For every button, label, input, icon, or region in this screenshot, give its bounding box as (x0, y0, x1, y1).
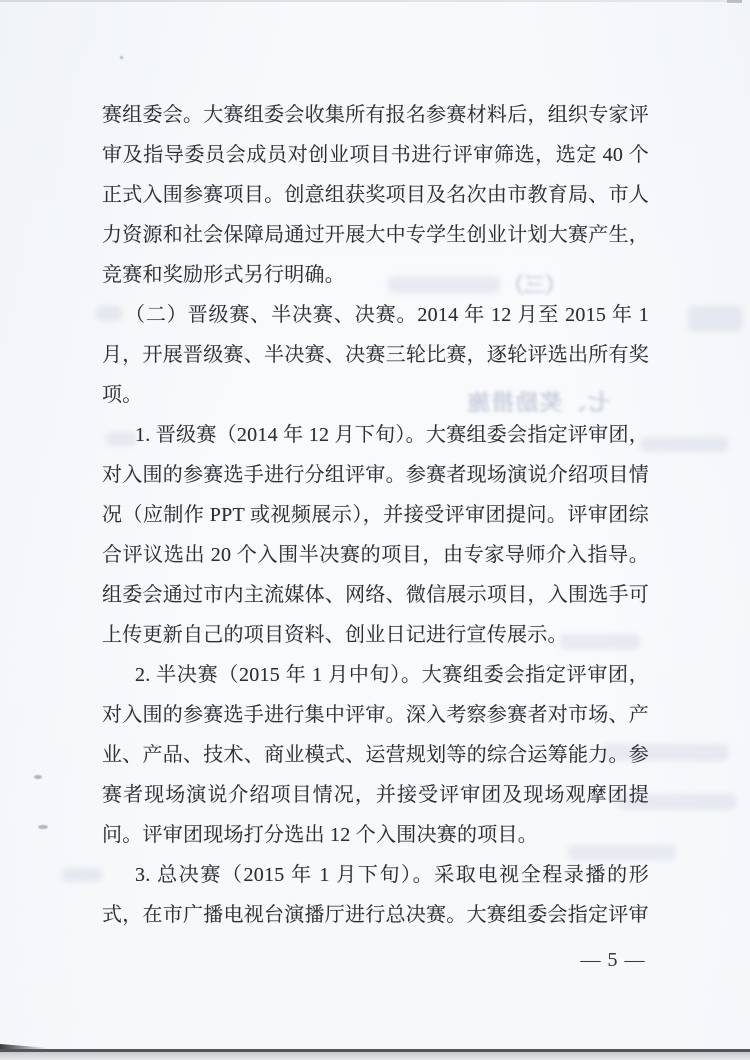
paragraph-section-2: （二）晋级赛、半决赛、决赛。2014 年 12 月至 2015 年 1 月，开展晋级赛、半决赛、决赛三轮比赛，逐轮评选出所有奖项。 (102, 304, 649, 406)
scan-edge-top (0, 0, 742, 2)
bleedthrough-text: （三） (503, 273, 566, 297)
scan-speck (120, 56, 123, 59)
scan-edge-top-right (727, 0, 742, 3)
scan-speck (38, 825, 48, 829)
bleedthrough-text: 七、奖励措施 (466, 390, 611, 415)
page-number: — 5 — (580, 949, 646, 971)
document-body (102, 95, 649, 935)
scan-edge-bottom-shadow (0, 1052, 750, 1060)
scan-smudge (640, 437, 728, 452)
scan-speck (34, 775, 42, 779)
scan-smudge (62, 868, 102, 882)
paragraph-stage-3-grand-final: 3. 总决赛（2015 年 1 月下旬）。采取电视全程录播的形式，在市广播电视台演播厅进行总决赛。大赛组委会指定评审 (102, 864, 649, 926)
paragraph-stage-1-promotion-round: 1. 晋级赛（2014 年 12 月下旬）。大赛组委会指定评审团，对入围的参赛选手进行分组评审。参赛者现场演说介绍项目情况（应制作 PPT 或视频展示），并接受评审团提问。评审团综合评议选出 20 个入围半决赛的项目，由专家导师介入指导。组委会通过市内主流媒体、网络、微信展示项目，入围选手可上传更新自己的项目资料、创业日记进行宣传展示。 (102, 424, 649, 646)
paragraph-stage-2-semifinal: 2. 半决赛（2015 年 1 月中旬）。大赛组委会指定评审团，对入围的参赛选手进行集中评审。深入考察参赛者对市场、产业、产品、技术、商业模式、运营规划等的综合运筹能力。参赛者现场演说介绍项目情况，并接受评审团及现场观摩团提问。评审团现场打分选出 12 个入围决赛的项目。 (102, 664, 649, 846)
scan-smudge (688, 306, 742, 332)
paragraph-continuation: 赛组委会。大赛组委会收集所有报名参赛材料后，组织专家评审及指导委员会成员对创业项目书进行评审筛选，选定 40 个正式入围参赛项目。创意组获奖项目及名次由市教育局、市人力资源和社会保障局通过开展大中专学生创业计划大赛产生，竞赛和奖励形式另行明确。 (102, 104, 649, 286)
